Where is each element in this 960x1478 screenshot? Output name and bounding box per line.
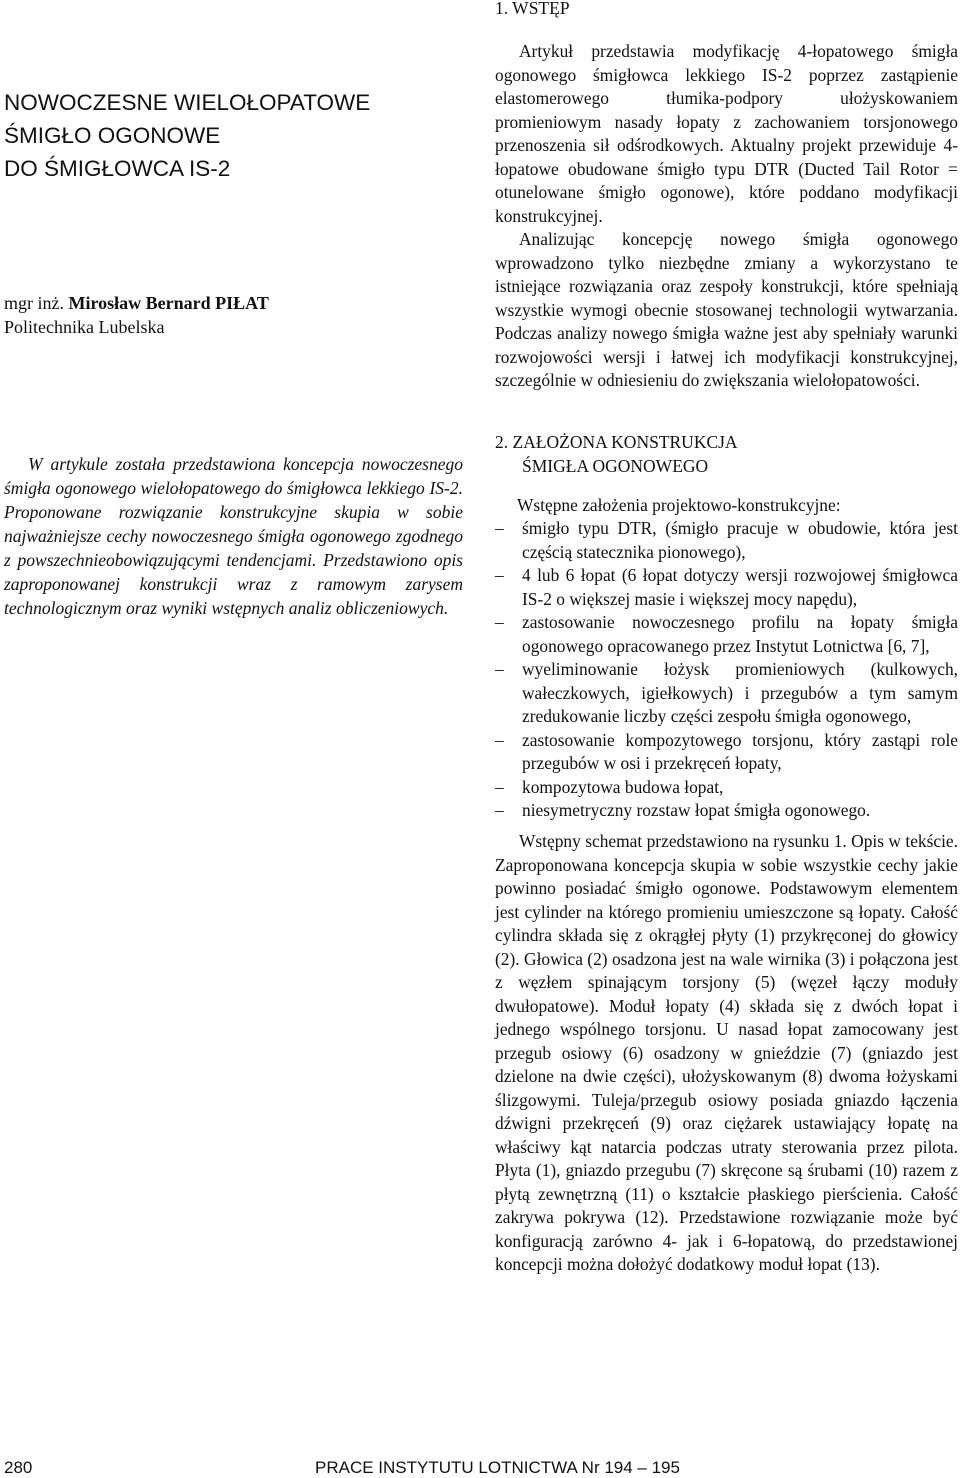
list-item: – kompozytowa budowa łopat,	[495, 776, 958, 800]
list-item: – śmigło typu DTR, (śmigło pracuje w obudowie, która jest częścią statecznika pionowego),	[495, 517, 958, 564]
list-item: – zastosowanie nowoczesnego profilu na łopaty śmigła ogonowego opracowanego przez Instytut Lotnictwa [6, 7],	[495, 611, 958, 658]
journal-footer: PRACE INSTYTUTU LOTNICTWA Nr 194 – 195	[315, 1458, 680, 1477]
intro-paragraph: Artykuł przedstawia modyfikację 4-łopatowego śmigła ogonowego śmigłowca lekkiego IS-2 poprzez zastąpienie elastomerowego tłumika-podpory ułożyskowaniem promieniowym nasady łopaty z zachowaniem torsjonowego przenoszenia sił odśrodkowych. Aktualny projekt przewiduje 4-łopatowe obudowane śmigło typu DTR (Ducted Tail Rotor = otunelowane śmigło ogonowe), które poddano modyfikacji konstrukcyjnej.	[495, 41, 958, 226]
list-item: – zastosowanie kompozytowego torsjonu, który zastąpi role przegubów w osi i przekręceń łopaty,	[495, 729, 958, 776]
schema-description	[495, 830, 958, 1277]
author-name: Mirosław Bernard PIŁAT	[68, 293, 269, 313]
assumptions-list	[495, 517, 958, 823]
author-affiliation: Politechnika Lubelska	[4, 317, 165, 337]
author-prefix: mgr inż.	[4, 293, 64, 313]
schema-paragraph: Wstępny schemat przedstawiono na rysunku 1. Opis w tekście. Zaproponowana koncepcja skupia w sobie wszystkie cechy jakie powinno posiadać śmigło ogonowe. Podstawowym elementem jest cylinder na którego promieniu umieszczone są łopaty. Całość cylindra składa się z okrągłej płyty (1) przykręconej do głowicy (2). Głowica (2) osadzona jest na wale wirnika (3) i połączona jest z węzłem spinającym torsjony (5) (węzeł łączy moduły dwułopatowe). Moduł łopaty (4) składa się z dwóch łopat i jednego wspólnego torsjonu. U nasad łopat zamocowany jest przegub osiowy (6) osadzony w gnieździe (7) (gniazdo jest dzielone na dwie części), ułożyskowanym (8) dwoma łożyskami ślizgowymi. Tuleja/przegub osiowy posiada gniazdo łączenia dźwigni przekręceń (9) oraz ciężarek ustawiający łopatę na właściwy kąt natarcia podczas utraty sterowania przez pilota. Płyta (1), gniazdo przegubu (7) skręcone są śrubami (10) razem z płytą zewnętrzną (11) o kształcie płaskiego pierścienia. Całość zakrywa pokrywa (12). Przedstawione rozwiązanie może być konfiguracją zarówno 4- jak i 6-łopatową, do przedstawionej koncepcji można dołożyć dodatkowy moduł łopat (13).	[495, 831, 958, 1274]
title-line: ŚMIGŁO OGONOWE	[4, 123, 221, 148]
author-block	[4, 291, 269, 339]
title-line: NOWOCZESNE WIELOŁOPATOWE	[4, 90, 371, 115]
intro-paragraph: Analizując koncepcję nowego śmigła ogonowego wprowadzono tylko niezbędne zmiany a wykorzystano te istniejące rozwiązania oraz zespoły konstrukcji, które spełniają wszystkie wymogi obecnie stosowanej technologii wytwarzania. Podczas analizy nowego śmigła ważne jest aby spełniały warunki rozwojowości wersji i łatwej ich modyfikacji konstrukcyjnej, szczególnie w odniesieniu do zwiększania wielołopatowości.	[495, 229, 958, 390]
abstract	[4, 452, 463, 620]
article-title	[4, 86, 464, 185]
abstract-text: W artykule została przedstawiona koncepcja nowoczesnego śmigła ogonowego wielołopatowego do śmigłowca lekkiego IS-2. Proponowane rozwiązanie konstrukcyjne skupia w sobie najważniejsze cechy nowoczesnego śmigła ogonowego zgodnego z powszechnieobowiązującymi tendencjami. Przedstawiono opis zaproponowanej konstrukcji wraz z ramowym zarysem technologicznym oraz wyniki wstępnych analiz obliczeniowych.	[4, 454, 463, 618]
section-heading-intro: 1. WSTĘP	[495, 0, 570, 18]
author-line	[4, 291, 269, 315]
heading-line: 2. ZAŁOŻONA KONSTRUKCJA	[495, 432, 738, 452]
list-item: – wyeliminowanie łożysk promieniowych (kulkowych, wałeczkowych, igiełkowych) i przegubów a tym samym zredukowanie liczby części zespołu śmigła ogonowego,	[495, 658, 958, 729]
list-item: – niesymetryczny rozstaw łopat śmigła ogonowego.	[495, 799, 958, 823]
assumptions-lead: Wstępne założenia projektowo-konstrukcyjne:	[517, 495, 841, 515]
title-line: DO ŚMIGŁOWCA IS-2	[4, 156, 231, 181]
list-item: – 4 lub 6 łopat (6 łopat dotyczy wersji rozwojowej śmigłowca IS-2 o większej masie i większej mocy napędu),	[495, 564, 958, 611]
section-heading-design	[495, 430, 738, 478]
intro-section	[495, 40, 958, 393]
page-number: 280	[4, 1458, 33, 1477]
heading-line: ŚMIGŁA OGONOWEGO	[522, 456, 709, 476]
